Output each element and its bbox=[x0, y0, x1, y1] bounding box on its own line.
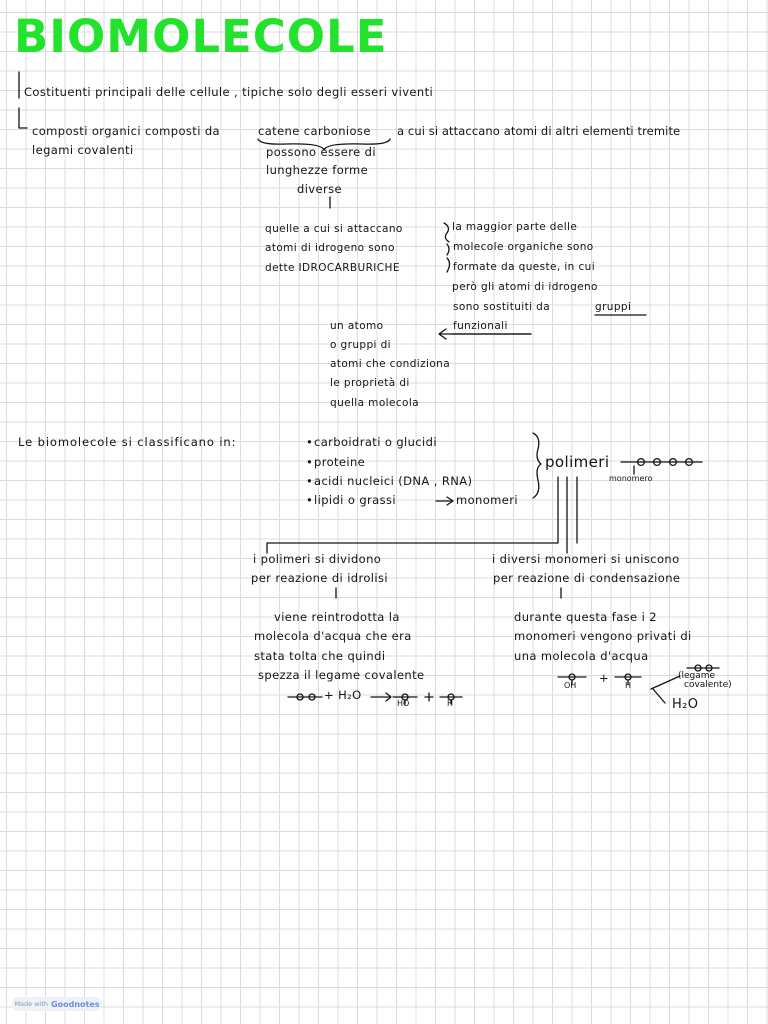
made-with-label: Made with bbox=[14, 1000, 49, 1008]
catene-carboniose-term: catene carboniose bbox=[258, 124, 371, 138]
condensazione-heading-1: i diversi monomeri si uniscono bbox=[492, 552, 680, 566]
branch-vertical-left bbox=[267, 474, 558, 553]
condensazione-plus: + bbox=[599, 671, 610, 685]
class-item-lipidi: lipidi o grassi bbox=[314, 493, 396, 507]
condensazione-body-1: durante questa fase i 2 bbox=[514, 610, 657, 624]
idrolisi-h: H bbox=[447, 699, 454, 708]
brace-1 bbox=[444, 223, 449, 242]
gruppi-term: gruppi bbox=[595, 301, 632, 313]
catene-line-1: possono essere di bbox=[266, 145, 376, 159]
intro-line-2c: a cui si attaccano atomi di altri elementi tremite bbox=[397, 124, 681, 138]
brace-2 bbox=[447, 244, 449, 255]
condensazione-oh: OH bbox=[564, 681, 577, 690]
classification-brace bbox=[533, 433, 541, 498]
gruppo-def-line-4: le proprietà di bbox=[330, 377, 410, 389]
catene-underbrace bbox=[258, 139, 390, 150]
catene-line-2: lunghezze forme bbox=[266, 163, 369, 177]
class-item-proteine: proteine bbox=[314, 455, 366, 469]
class-bullet-1: • bbox=[306, 435, 314, 449]
idrocarburi-line-2: atomi di idrogeno sono bbox=[265, 242, 395, 254]
condensazione-heading-2: per reazione di condensazione bbox=[493, 571, 681, 585]
idrolisi-body-3: stata tolta che quindi bbox=[254, 649, 386, 663]
funzionali-term: funzionali bbox=[453, 320, 508, 332]
class-bullet-2: • bbox=[306, 455, 314, 469]
class-bullet-3: • bbox=[306, 474, 314, 488]
idrolisi-heading-1: i polimeri si dividono bbox=[253, 552, 382, 566]
goodnotes-brand: Goodnotes bbox=[51, 999, 100, 1009]
condensazione-body-2: monomeri vengono privati di bbox=[514, 629, 692, 643]
idrolisi-body-4: spezza il legame covalente bbox=[258, 668, 425, 682]
gruppo-def-line-1: un atomo bbox=[330, 320, 384, 332]
molecole-line-2: molecole organiche sono bbox=[453, 241, 594, 253]
condensazione-h: H bbox=[625, 681, 632, 690]
intro-line-1: Costituenti principali delle cellule , tipiche solo degli esseri viventi bbox=[24, 85, 434, 99]
class-item-acidi-nucleici: acidi nucleici (DNA , RNA) bbox=[314, 474, 473, 488]
idrolisi-ho: HO bbox=[397, 699, 410, 708]
intro-line-2a: composti organici composti da bbox=[32, 124, 221, 138]
monomeri-label: monomeri bbox=[456, 493, 518, 507]
idrolisi-heading-2: per reazione di idrolisi bbox=[251, 571, 388, 585]
idrocarburi-line-3: dette IDROCARBURICHE bbox=[265, 262, 400, 274]
class-bullet-4: • bbox=[306, 493, 314, 507]
polimeri-label: polimeri bbox=[545, 453, 610, 471]
gruppo-def-line-3: atomi che condiziona bbox=[330, 358, 451, 370]
idrolisi-water: + H₂O bbox=[324, 688, 362, 702]
intro-vertical-2 bbox=[19, 108, 27, 128]
idrocarburi-line-1: quelle a cui si attaccano bbox=[265, 223, 403, 235]
cond-branch-upper bbox=[651, 676, 680, 689]
idrolisi-body-1: viene reintrodotta la bbox=[274, 610, 400, 624]
eq-plus bbox=[425, 693, 433, 701]
brace-3 bbox=[447, 258, 450, 272]
molecole-line-1: la maggior parte delle bbox=[452, 221, 578, 233]
molecole-line-3: formate da queste, in cui bbox=[453, 261, 596, 273]
class-item-carboidrati: carboidrati o glucidi bbox=[314, 435, 437, 449]
condensazione-body-3: una molecola d'acqua bbox=[514, 649, 649, 663]
legame-label-1: (legame bbox=[678, 671, 716, 681]
page-title: BIOMOLECOLE bbox=[14, 10, 388, 63]
intro-line-3: legami covalenti bbox=[32, 143, 134, 157]
molecole-line-5: sono sostituiti da bbox=[453, 301, 551, 313]
idrolisi-body-2: molecola d'acqua che era bbox=[254, 629, 412, 643]
legame-label-2: covalente) bbox=[684, 680, 732, 690]
gruppo-def-line-5: quella molecola bbox=[330, 397, 419, 409]
cond-branch-lower bbox=[653, 689, 665, 703]
water-product: H₂O bbox=[672, 697, 699, 712]
catene-line-3: diverse bbox=[297, 182, 342, 196]
monomero-label: monomero bbox=[609, 474, 653, 483]
molecole-line-4: però gli atomi di idrogeno bbox=[452, 281, 598, 293]
classification-intro: Le biomolecole si classificano in: bbox=[18, 435, 237, 449]
gruppo-def-line-2: o gruppi di bbox=[330, 339, 391, 351]
